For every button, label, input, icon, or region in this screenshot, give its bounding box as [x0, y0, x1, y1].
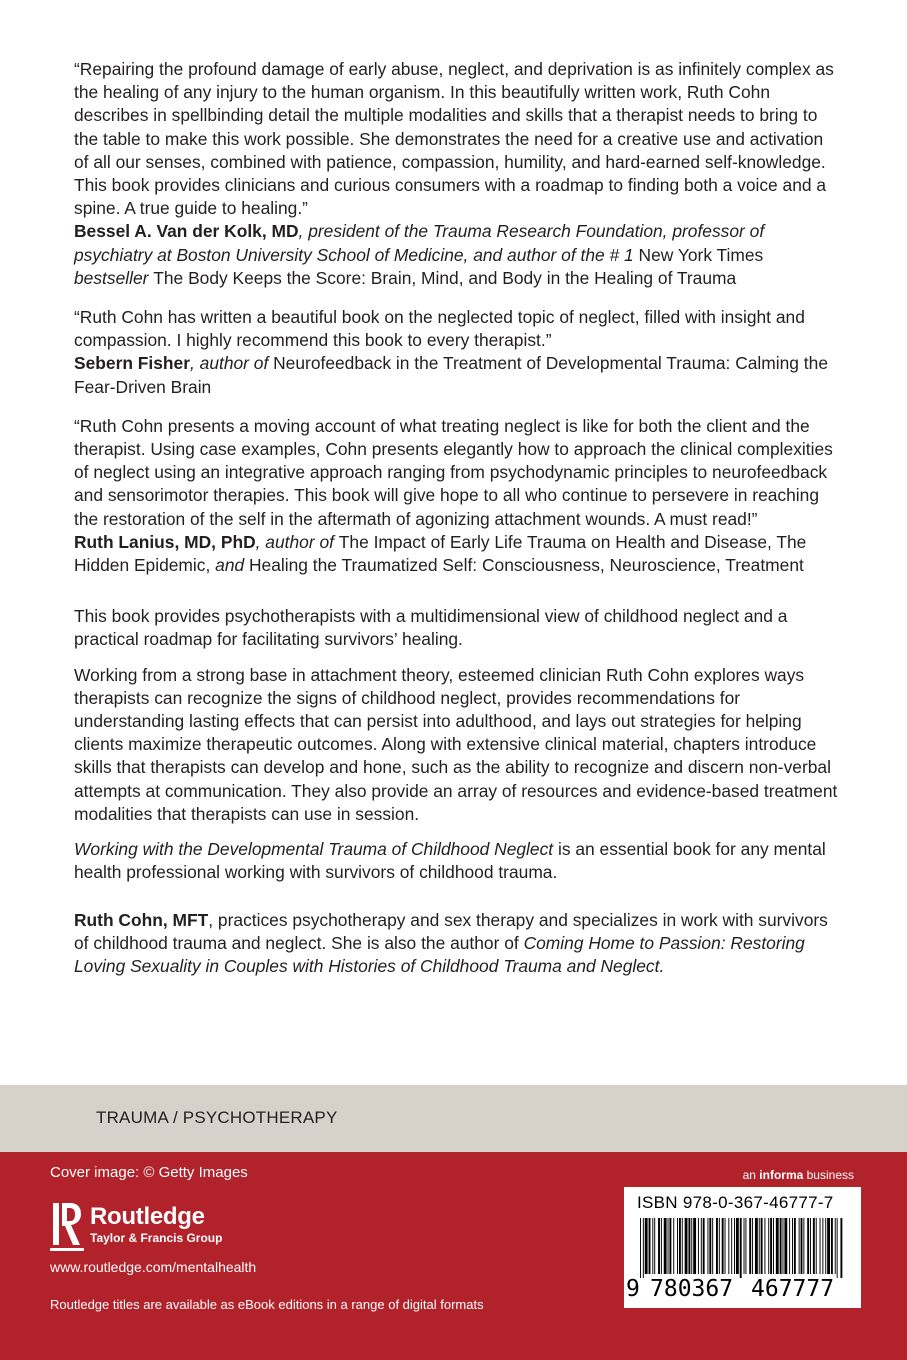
endorser-role: , author of [189, 353, 274, 374]
endorsement-quote: “Ruth Cohn has written a beautiful book on the neglected topic of neglect, filled with insight and compassion. I highly recommend this book to every therapist.” [74, 307, 805, 351]
endorser-book-title: Healing the Traumatized Self: Consciousness, Neuroscience, Treatment [249, 555, 804, 576]
barcode-bar [679, 1218, 681, 1274]
barcode-bar [728, 1218, 729, 1274]
description-paragraph: Working from a strong base in attachment theory, esteemed clinician Ruth Cohn explores ways therapists can recognize the signs of childhood neglect, provides recommendations for understanding lasting effects that can persist into adulthood, and lays out strategies for helping clients maximize therapeutic outcomes. Along with extensive clinical material, chapters introduce skills that therapists can develop and hone, such as the ability to recognize and discern non-verbal attempts at communication. They also provide an array of resources and evidence-based treatment modalities that therapists can use in session. [74, 664, 838, 824]
endorser-book-title: The Impact of Early Life Trauma on Health and Disease, The Hidden Epidemic, [74, 531, 807, 576]
informa-business: an informa business [742, 1168, 854, 1182]
endorsement-quote: “Repairing the profound damage of early abuse, neglect, and deprivation is as infinitely complex as the healing of any injury to the human organism. In this beautifully written work, Ruth Cohn describes in spellbinding detail the multiple modalities and skills that a therapist needs to bring to the table to make this work possible. She demonstrates the need for a creative use and activation of all our senses, combined with patience, compassion, humility, and hard-earned self-knowledge. This book provides clinicians and curious consumers with a roadmap to finding both a voice and a spine. A true guide to healing.” [74, 59, 834, 219]
barcode-bar [803, 1218, 804, 1274]
barcode-bar [801, 1218, 803, 1274]
barcode-bar [673, 1218, 674, 1274]
barcode-bar [794, 1218, 796, 1274]
barcode-bar [810, 1218, 811, 1274]
endorser-book-title: New York Times [638, 244, 764, 265]
category-band [0, 1085, 907, 1152]
barcode-bar [654, 1218, 655, 1274]
author-bio: Ruth Cohn, MFT, practices psychotherapy and sex therapy and specializes in work with survivors of childhood trauma and neglect. She is also the author of Coming Home to Passion: Restoring Loving Sexuality in Couples with Histories of Childhood Trauma and Neglect. [74, 909, 828, 976]
barcode-bar [698, 1218, 699, 1274]
barcode-bar [682, 1218, 683, 1274]
barcode-bar [761, 1218, 763, 1274]
isbn-barcode [624, 1187, 861, 1308]
barcode-bar [664, 1218, 667, 1274]
barcode-bar [707, 1218, 708, 1274]
ebook-note: Routledge titles are available as eBook editions in a range of digital formats [50, 1297, 484, 1312]
barcode-bar [677, 1218, 678, 1274]
back-cover-text [74, 58, 839, 978]
barcode-bar [784, 1218, 787, 1274]
book-title: Working with the Developmental Trauma of Childhood Neglect [74, 839, 554, 860]
barcode-bar [669, 1218, 671, 1274]
barcode-bar [661, 1218, 662, 1274]
barcode-bar [840, 1218, 842, 1278]
routledge-logo [50, 1199, 290, 1253]
barcode-bar [685, 1218, 688, 1274]
barcode-bar [744, 1218, 745, 1274]
cover-credit: Cover image: © Getty Images [50, 1164, 248, 1181]
barcode-bar [749, 1218, 751, 1274]
barcode-bar [703, 1218, 705, 1274]
endorser-book-title: The Body Keeps the Score: Brain, Mind, and Body in the Healing of Trauma [153, 267, 737, 288]
barcode-bar [722, 1218, 724, 1274]
barcode-bar [734, 1218, 735, 1274]
endorser-name: Bessel A. Van der Kolk, MD [74, 221, 299, 242]
barcode-bar [822, 1218, 823, 1274]
barcode-bar [768, 1218, 769, 1274]
author-other-book: Coming Home to Passion: Restoring Loving Sexuality in Couples with Histories of Childhood Trauma and Neglect. [74, 932, 805, 976]
barcode-bar [652, 1218, 653, 1274]
isbn-label: ISBN 978-0-367-46777-7 [637, 1193, 834, 1212]
barcode-bar [640, 1218, 641, 1278]
barcode-bar [759, 1218, 760, 1274]
barcode-bar [691, 1218, 692, 1274]
publisher-name: Routledge [90, 1203, 205, 1230]
endorsement-3 [74, 415, 839, 577]
subject-category: TRAUMA / PSYCHOTHERAPY [96, 1108, 338, 1127]
barcode-bar [712, 1218, 713, 1274]
barcode-bar [773, 1218, 774, 1274]
endorser-role: bestseller [74, 267, 154, 288]
barcode-bar [825, 1218, 826, 1274]
endorsement-1 [74, 58, 839, 290]
endorsement-2 [74, 306, 839, 399]
barcode-bar [745, 1218, 746, 1274]
barcode-bar [813, 1218, 815, 1274]
barcode-bar [776, 1218, 779, 1274]
barcode-bar [807, 1218, 809, 1274]
barcode-bar [740, 1218, 742, 1278]
barcode-bar [835, 1218, 836, 1274]
barcode-bar [792, 1218, 793, 1274]
isbn-left-digits: 780367 [650, 1276, 734, 1302]
barcode-bar [831, 1218, 833, 1274]
barcode-bar [837, 1218, 838, 1278]
barcode-bar [780, 1218, 782, 1274]
description-paragraph: Working with the Developmental Trauma of Childhood Neglect is an essential book for any mental health professional working with survivors of childhood trauma. [74, 839, 826, 883]
barcode-bar [731, 1218, 732, 1274]
endorser-role: , president of the Trauma Research Foundation, professor of psychiatry at Boston University School of Medicine, and author of the # 1 [74, 221, 765, 265]
barcode-bar [688, 1218, 690, 1274]
barcode-bars [638, 1218, 843, 1278]
endorser-name: Ruth Lanius, MD, PhD [74, 531, 256, 552]
author-name: Ruth Cohn, MFT [74, 909, 209, 930]
publisher-footer [0, 1152, 907, 1360]
routledge-r-icon [50, 1199, 84, 1253]
barcode-bar [764, 1218, 765, 1274]
barcode-bar [643, 1218, 644, 1278]
isbn-first-digit: 9 [626, 1276, 640, 1302]
barcode-bar [725, 1218, 726, 1274]
publisher-url: www.routledge.com/mentalhealth [50, 1259, 257, 1275]
barcode-bar [716, 1218, 718, 1274]
barcode-bar [701, 1218, 702, 1274]
publisher-group: Taylor & Francis Group [90, 1231, 223, 1245]
barcode-bar [752, 1218, 753, 1274]
barcode-bar [816, 1218, 817, 1274]
barcode-bar [693, 1218, 696, 1274]
endorser-role: and [210, 555, 249, 576]
barcode-bar [770, 1218, 772, 1274]
barcode-bar [645, 1218, 648, 1274]
description-paragraph: This book provides psychotherapists with a multidimensional view of childhood neglect and a practical roadmap for facilitating survivors’ healing. [74, 606, 788, 650]
barcode-bar [789, 1218, 790, 1274]
barcode-bar [799, 1218, 800, 1274]
barcode-bar [719, 1218, 720, 1274]
barcode-bar [755, 1218, 758, 1274]
barcode-bar [668, 1218, 669, 1274]
endorsement-quote: “Ruth Cohn presents a moving account of what treating neglect is like for both the client and the therapist. Using case examples, Cohn presents elegantly how to approach the clinical complexities of neglect using an integrative approach ranging from psychodynamic principles to neurofeedback and sensorimotor therapies. This book will give hope to all who continue to persevere in reaching the restoration of the self in the aftermath of agonizing attachment wounds. A must read!” [74, 415, 833, 529]
barcode-bar [783, 1218, 784, 1274]
barcode-bar [736, 1218, 739, 1274]
barcode-bar [820, 1218, 821, 1274]
barcode-bar [649, 1218, 651, 1274]
barcode-bar [658, 1218, 660, 1274]
barcode-bar [827, 1218, 830, 1274]
barcode-bar [709, 1218, 711, 1274]
endorser-name: Sebern Fisher [74, 353, 190, 374]
isbn-right-digits: 467777 [751, 1276, 835, 1302]
endorser-role: , author of [255, 531, 339, 552]
endorser-book-title: Neurofeedback in the Treatment of Developmental Trauma: Calming the Fear-Driven Brain [74, 353, 828, 397]
